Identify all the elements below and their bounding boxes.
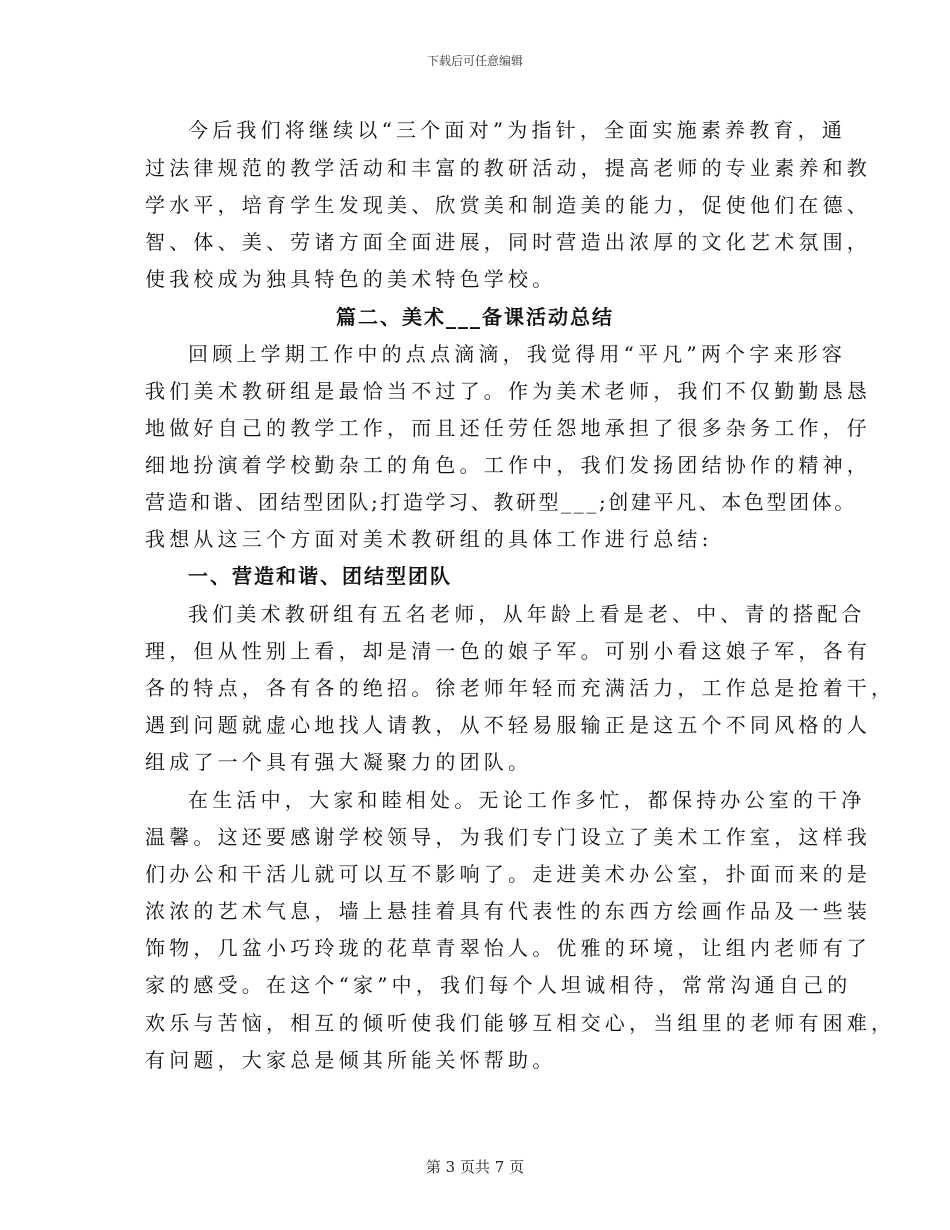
section-title: 篇二、美术___备课活动总结 <box>336 305 614 329</box>
paragraph-line: 过法律规范的教学活动和丰富的教研活动，提高老师的专业素养和教 <box>145 156 871 180</box>
page-number: 第 3 页共 7 页 <box>425 1158 525 1176</box>
subsection-heading: 一、营造和谐、团结型团队 <box>188 564 452 588</box>
paragraph-line: 欢乐与苦恼，相互的倾听使我们能够互相交心，当组里的老师有困难， <box>145 1011 896 1035</box>
paragraph-line: 我们美术教研组是最恰当不过了。作为美术老师，我们不仅勤勤恳恳 <box>145 379 871 403</box>
paragraph-line: 家的感受。在这个“家”中，我们每个人坦诚相待，常常沟通自己的 <box>145 973 852 997</box>
page-header: 下载后可任意编辑 <box>426 54 523 68</box>
paragraph-line: 理，但从性别上看，却是清一色的娘子军。可别小看这娘子军，各有 <box>145 639 871 663</box>
paragraph-line: 饰物，几盆小巧玲珑的花草青翠怡人。优雅的环境，让组内老师有了 <box>145 936 871 960</box>
paragraph-line: 今后我们将继续以“三个面对”为指针，全面实施素养教育，通 <box>188 118 847 142</box>
paragraph-line: 有问题，大家总是倾其所能关怀帮助。 <box>145 1048 557 1072</box>
paragraph-line: 们办公和干活儿就可以互不影响了。走进美术办公室，扑面而来的是 <box>145 862 871 886</box>
paragraph-line: 智、体、美、劳诸方面全面进展，同时营造出浓厚的文化艺术氛围， <box>145 230 871 254</box>
paragraph-line: 地做好自己的教学工作，而且还任劳任怨地承担了很多杂务工作，仔 <box>145 416 871 440</box>
paragraph-line: 细地扮演着学校勤杂工的角色。工作中，我们发扬团结协作的精神， <box>145 453 871 477</box>
paragraph-line: 学水平，培育学生发现美、欣赏美和制造美的能力，促使他们在德、 <box>145 193 871 217</box>
paragraph-line: 在生活中，大家和睦相处。无论工作多忙，都保持办公室的干净 <box>188 788 866 812</box>
paragraph-line: 遇到问题就虚心地找人请教，从不轻易服输正是这五个不同风格的人 <box>145 713 871 737</box>
paragraph-line: 我们美术教研组有五名老师，从年龄上看是老、中、青的搭配合 <box>188 602 866 626</box>
paragraph-line: 营造和谐、团结型团队;打造学习、教研型___;创建平凡、本色型团体。 <box>145 490 857 514</box>
paragraph-line: 回顾上学期工作中的点点滴滴，我觉得用“平凡”两个字来形容 <box>188 342 847 366</box>
paragraph-line: 我想从这三个方面对美术教研组的具体工作进行总结: <box>145 527 713 551</box>
paragraph-line: 使我校成为独具特色的美术特色学校。 <box>145 267 557 291</box>
paragraph-line: 组成了一个具有强大凝聚力的团队。 <box>145 750 533 774</box>
paragraph-line: 各的特点，各有各的绝招。徐老师年轻而充满活力，工作总是抢着干， <box>145 676 896 700</box>
paragraph-line: 浓浓的艺术气息，墙上悬挂着具有代表性的东西方绘画作品及一些装 <box>145 899 871 923</box>
paragraph-line: 温馨。这还要感谢学校领导，为我们专门设立了美术工作室，这样我 <box>145 825 871 849</box>
